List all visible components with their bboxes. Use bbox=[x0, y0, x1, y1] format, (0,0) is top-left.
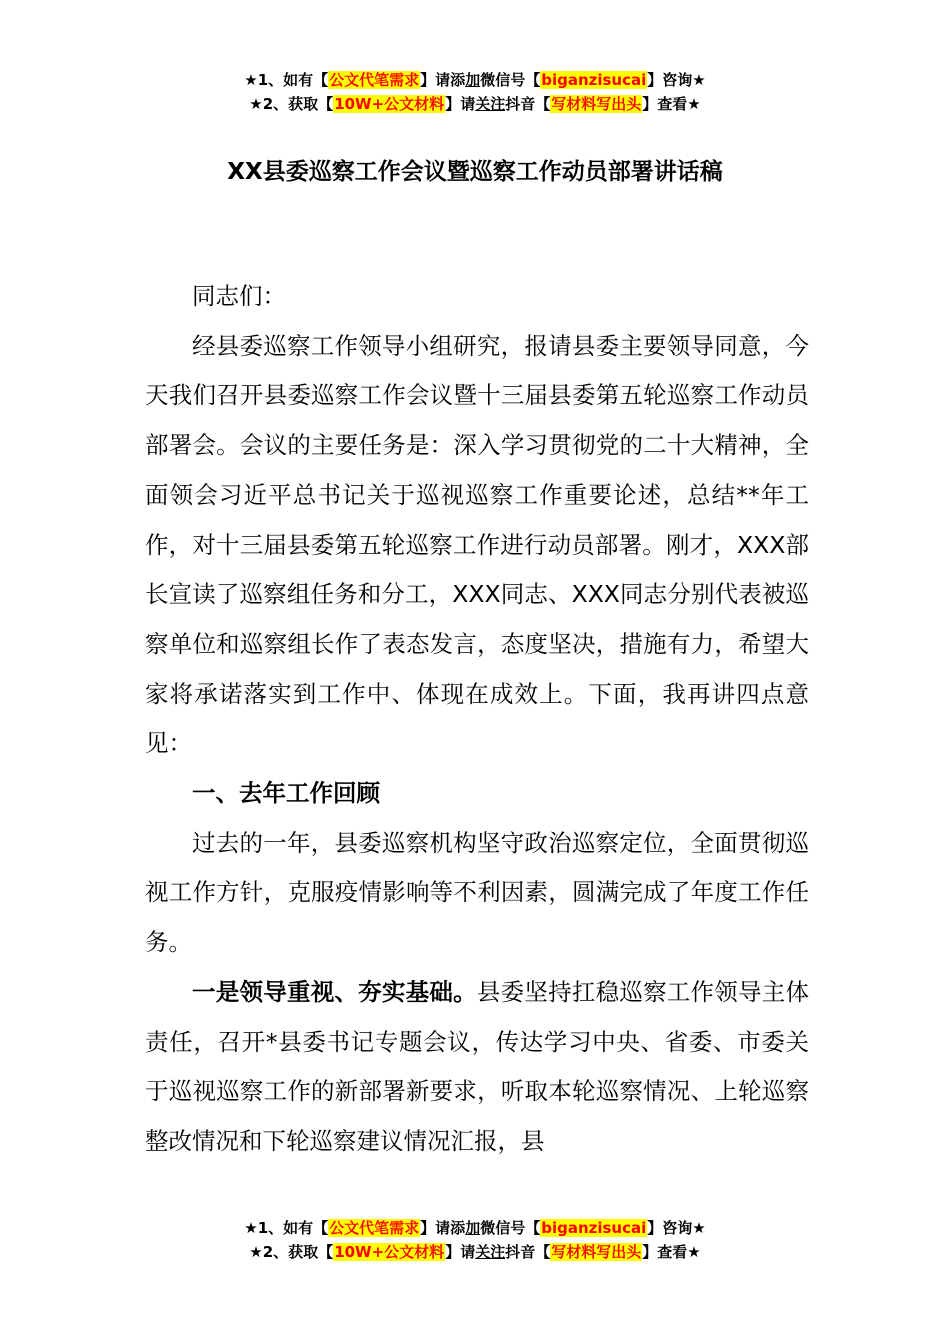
promo-highlight: 写材料写出头 bbox=[551, 95, 642, 113]
promo-text: ★1、如有【 bbox=[244, 1219, 329, 1237]
paragraph: 过去的一年，县委巡察机构坚守政治巡察定位，全面贯彻巡视工作方针，克服疫情影响等不利因素，圆满完成了年度工作任务。 bbox=[145, 828, 809, 957]
promo-line-2 bbox=[0, 92, 950, 116]
promo-highlight: 公文代笔需求 bbox=[329, 1219, 420, 1237]
paragraph-text: 县委坚持扛稳巡察工作领导主体责任，召开*县委书记专题会议，传达学习中央、省委、市委关于巡视巡察工作的新部署新要求，听取本轮巡察情况、上轮巡察整改情况和下轮巡察建议情况汇报，县 bbox=[145, 977, 810, 1155]
promo-line-1 bbox=[0, 1216, 950, 1240]
promo-highlight: 10W+公文材料 bbox=[334, 95, 445, 113]
document-body bbox=[145, 272, 809, 1167]
salutation: 同志们： bbox=[192, 282, 286, 310]
paragraph-lead: 一是领导重视、夯实基础。 bbox=[192, 977, 477, 1006]
paragraph: 经县委巡察工作领导小组研究，报请县委主要领导同意，今天我们召开县委巡察工作会议暨十三届县委第五轮巡察工作动员部署会。会议的主要任务是：深入学习贯彻党的二十大精神，全面领会习近平总书记关于巡视巡察工作重要论述，总结**年工作，对十三届县委第五轮巡察工作进行动员部署。刚才，XXX部长宣读了巡察组任务和分工，XXX同志、XXX同志分别代表被巡察单位和巡察组长作了表态发言，态度坚决，措施有力，希望大家将承诺落实到工作中、体现在成效上。下面，我再讲四点意见： bbox=[145, 331, 809, 758]
promo-line-2 bbox=[0, 1240, 950, 1264]
promo-text: ★1、如有【 bbox=[244, 71, 329, 89]
promo-highlight: 10W+公文材料 bbox=[334, 1243, 445, 1261]
promo-text: 微信号【 bbox=[480, 71, 541, 89]
promo-text: ★2、获取【 bbox=[249, 1243, 334, 1261]
promo-highlight: 公文代笔需求 bbox=[329, 71, 420, 89]
promo-text: 】咨询★ bbox=[647, 71, 706, 89]
promo-highlight: biganzisucai bbox=[541, 1219, 647, 1237]
promo-underline: 加 bbox=[465, 71, 481, 89]
promo-underline: 关注 bbox=[475, 1243, 506, 1261]
promo-text: 】查看★ bbox=[642, 1243, 701, 1261]
promo-text: 】请 bbox=[445, 95, 476, 113]
promo-text: 微信号【 bbox=[480, 1219, 541, 1237]
document-title: XX县委巡察工作会议暨巡察工作动员部署讲话稿 bbox=[227, 159, 723, 185]
promo-line-1 bbox=[0, 68, 950, 92]
promo-underline: 加 bbox=[465, 1219, 481, 1237]
header-promo-banner bbox=[0, 68, 950, 116]
footer-promo-banner bbox=[0, 1216, 950, 1264]
paragraph bbox=[145, 968, 809, 1167]
promo-highlight: biganzisucai bbox=[541, 71, 647, 89]
promo-highlight: 写材料写出头 bbox=[551, 1243, 642, 1261]
promo-text: 】请添 bbox=[420, 71, 466, 89]
promo-text: 】请 bbox=[445, 1243, 476, 1261]
promo-text: 】咨询★ bbox=[647, 1219, 706, 1237]
section-heading: 一、去年工作回顾 bbox=[192, 779, 380, 808]
promo-text: 】请添 bbox=[420, 1219, 466, 1237]
promo-text: 抖音【 bbox=[505, 95, 551, 113]
promo-text: 】查看★ bbox=[642, 95, 701, 113]
promo-text: 抖音【 bbox=[505, 1243, 551, 1261]
promo-text: ★2、获取【 bbox=[249, 95, 334, 113]
promo-underline: 关注 bbox=[475, 95, 506, 113]
